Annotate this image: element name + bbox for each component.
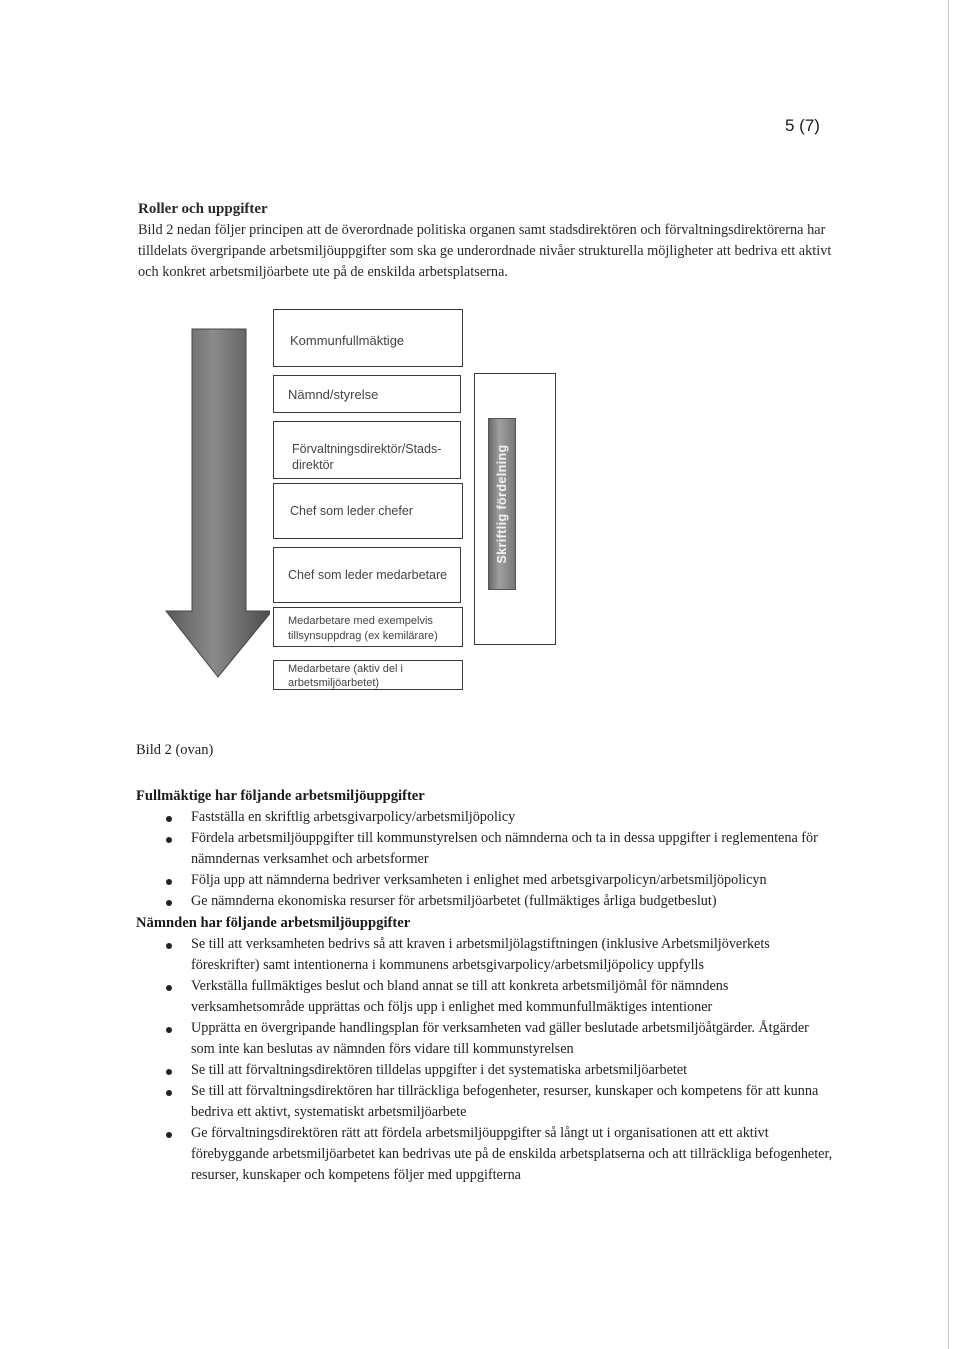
box-medarbetare-tillsyn: Medarbetare med exempelvis tillsynsuppdrag (ex kemilärare) (273, 607, 463, 647)
fullmaktige-list (136, 807, 836, 912)
page-number: 5 (7) (785, 116, 820, 135)
box-forvaltningsdirektor: Förvaltningsdirektör/Stads-direktör (273, 421, 461, 479)
written-delegation-bar: Skriftlig fördelning (488, 418, 516, 590)
box-chef-som-leder-chefer: Chef som leder chefer (273, 483, 463, 539)
list-item: Se till att förvaltningsdirektören har tillräckliga befogenheter, resurser, kunskaper och kompetens för att kunna bedriva ett aktivt, systematiskt arbetsmiljöarbete (136, 1081, 836, 1123)
box-namnd-styrelse: Nämnd/styrelse (273, 375, 461, 413)
list-item: Se till att förvaltningsdirektören tilldelas uppgifter i det systematiska arbetsmiljöarbetet (136, 1060, 836, 1081)
figure-caption: Bild 2 (ovan) (136, 742, 214, 758)
list-item: Upprätta en övergripande handlingsplan för verksamheten vad gäller beslutade arbetsmiljöåtgärder. Åtgärder som inte kan beslutas av nämnden förs vidare till kommunstyrelsen (136, 1018, 836, 1060)
section-fullmaktige (136, 786, 836, 912)
section-heading-fullmaktige: Fullmäktige har följande arbetsmiljöuppgifter (136, 788, 425, 804)
list-item: Följa upp att nämnderna bedriver verksamheten i enlighet med arbetsgivarpolicyn/arbetsmiljöpolicyn (136, 870, 836, 891)
page-edge-line (948, 0, 949, 1349)
section-heading-namnden: Nämnden har följande arbetsmiljöuppgifter (136, 915, 411, 931)
box-medarbetare-aktiv: Medarbetare (aktiv del i arbetsmiljöarbetet) (273, 660, 463, 690)
list-item: Ge nämnderna ekonomiska resurser för arbetsmiljöarbetet (fullmäktiges årliga budgetbeslut) (136, 891, 836, 912)
section-namnden (136, 913, 836, 1186)
list-item: Se till att verksamheten bedrivs så att kraven i arbetsmiljölagstiftningen (inklusive Arbetsmiljöverkets föreskrifter) samt intentionerna i kommunens arbetsgivarpolicy/arbetsmiljöpolicy uppfylls (136, 934, 836, 976)
down-arrow-icon (160, 305, 270, 700)
list-item: Ge förvaltningsdirektören rätt att fördela arbetsmiljöuppgifter så långt ut i organisationen att ett aktivt förebyggande arbetsmiljöarbetet kan bedrivas ute på de enskilda arbetsplatserna och att tillräckliga befogenheter, resurser, kunskaper och kompetens följer med uppgifterna (136, 1123, 836, 1186)
list-item: Fördela arbetsmiljöuppgifter till kommunstyrelsen och nämnderna och ta in dessa uppgifter i reglementena för nämndernas verksamhet och arbetsformer (136, 828, 836, 870)
intro-section (138, 199, 838, 283)
hierarchy-diagram (160, 305, 580, 700)
namnden-list (136, 934, 836, 1186)
intro-paragraph: Bild 2 nedan följer principen att de överordnade politiska organen samt stadsdirektören och förvaltningsdirektörerna har tilldelats övergripande arbetsmiljöuppgifter som ska ge underordnade nivåer strukturella möjligheter att bedriva ett aktivt och konkret arbetsmiljöarbete ute på de enskilda arbetsplatserna. (138, 222, 832, 280)
box-chef-som-leder-medarbetare: Chef som leder medarbetare (273, 547, 461, 603)
section-heading-roles: Roller och uppgifter (138, 201, 268, 217)
list-item: Fastställa en skriftlig arbetsgivarpolicy/arbetsmiljöpolicy (136, 807, 836, 828)
list-item: Verkställa fullmäktiges beslut och bland annat se till att konkreta arbetsmiljömål för nämndens verksamhetsområde upprättas och följs upp i enlighet med kommunfullmäktiges intentioner (136, 976, 836, 1018)
box-kommunfullmaktige: Kommunfullmäktige (273, 309, 463, 367)
